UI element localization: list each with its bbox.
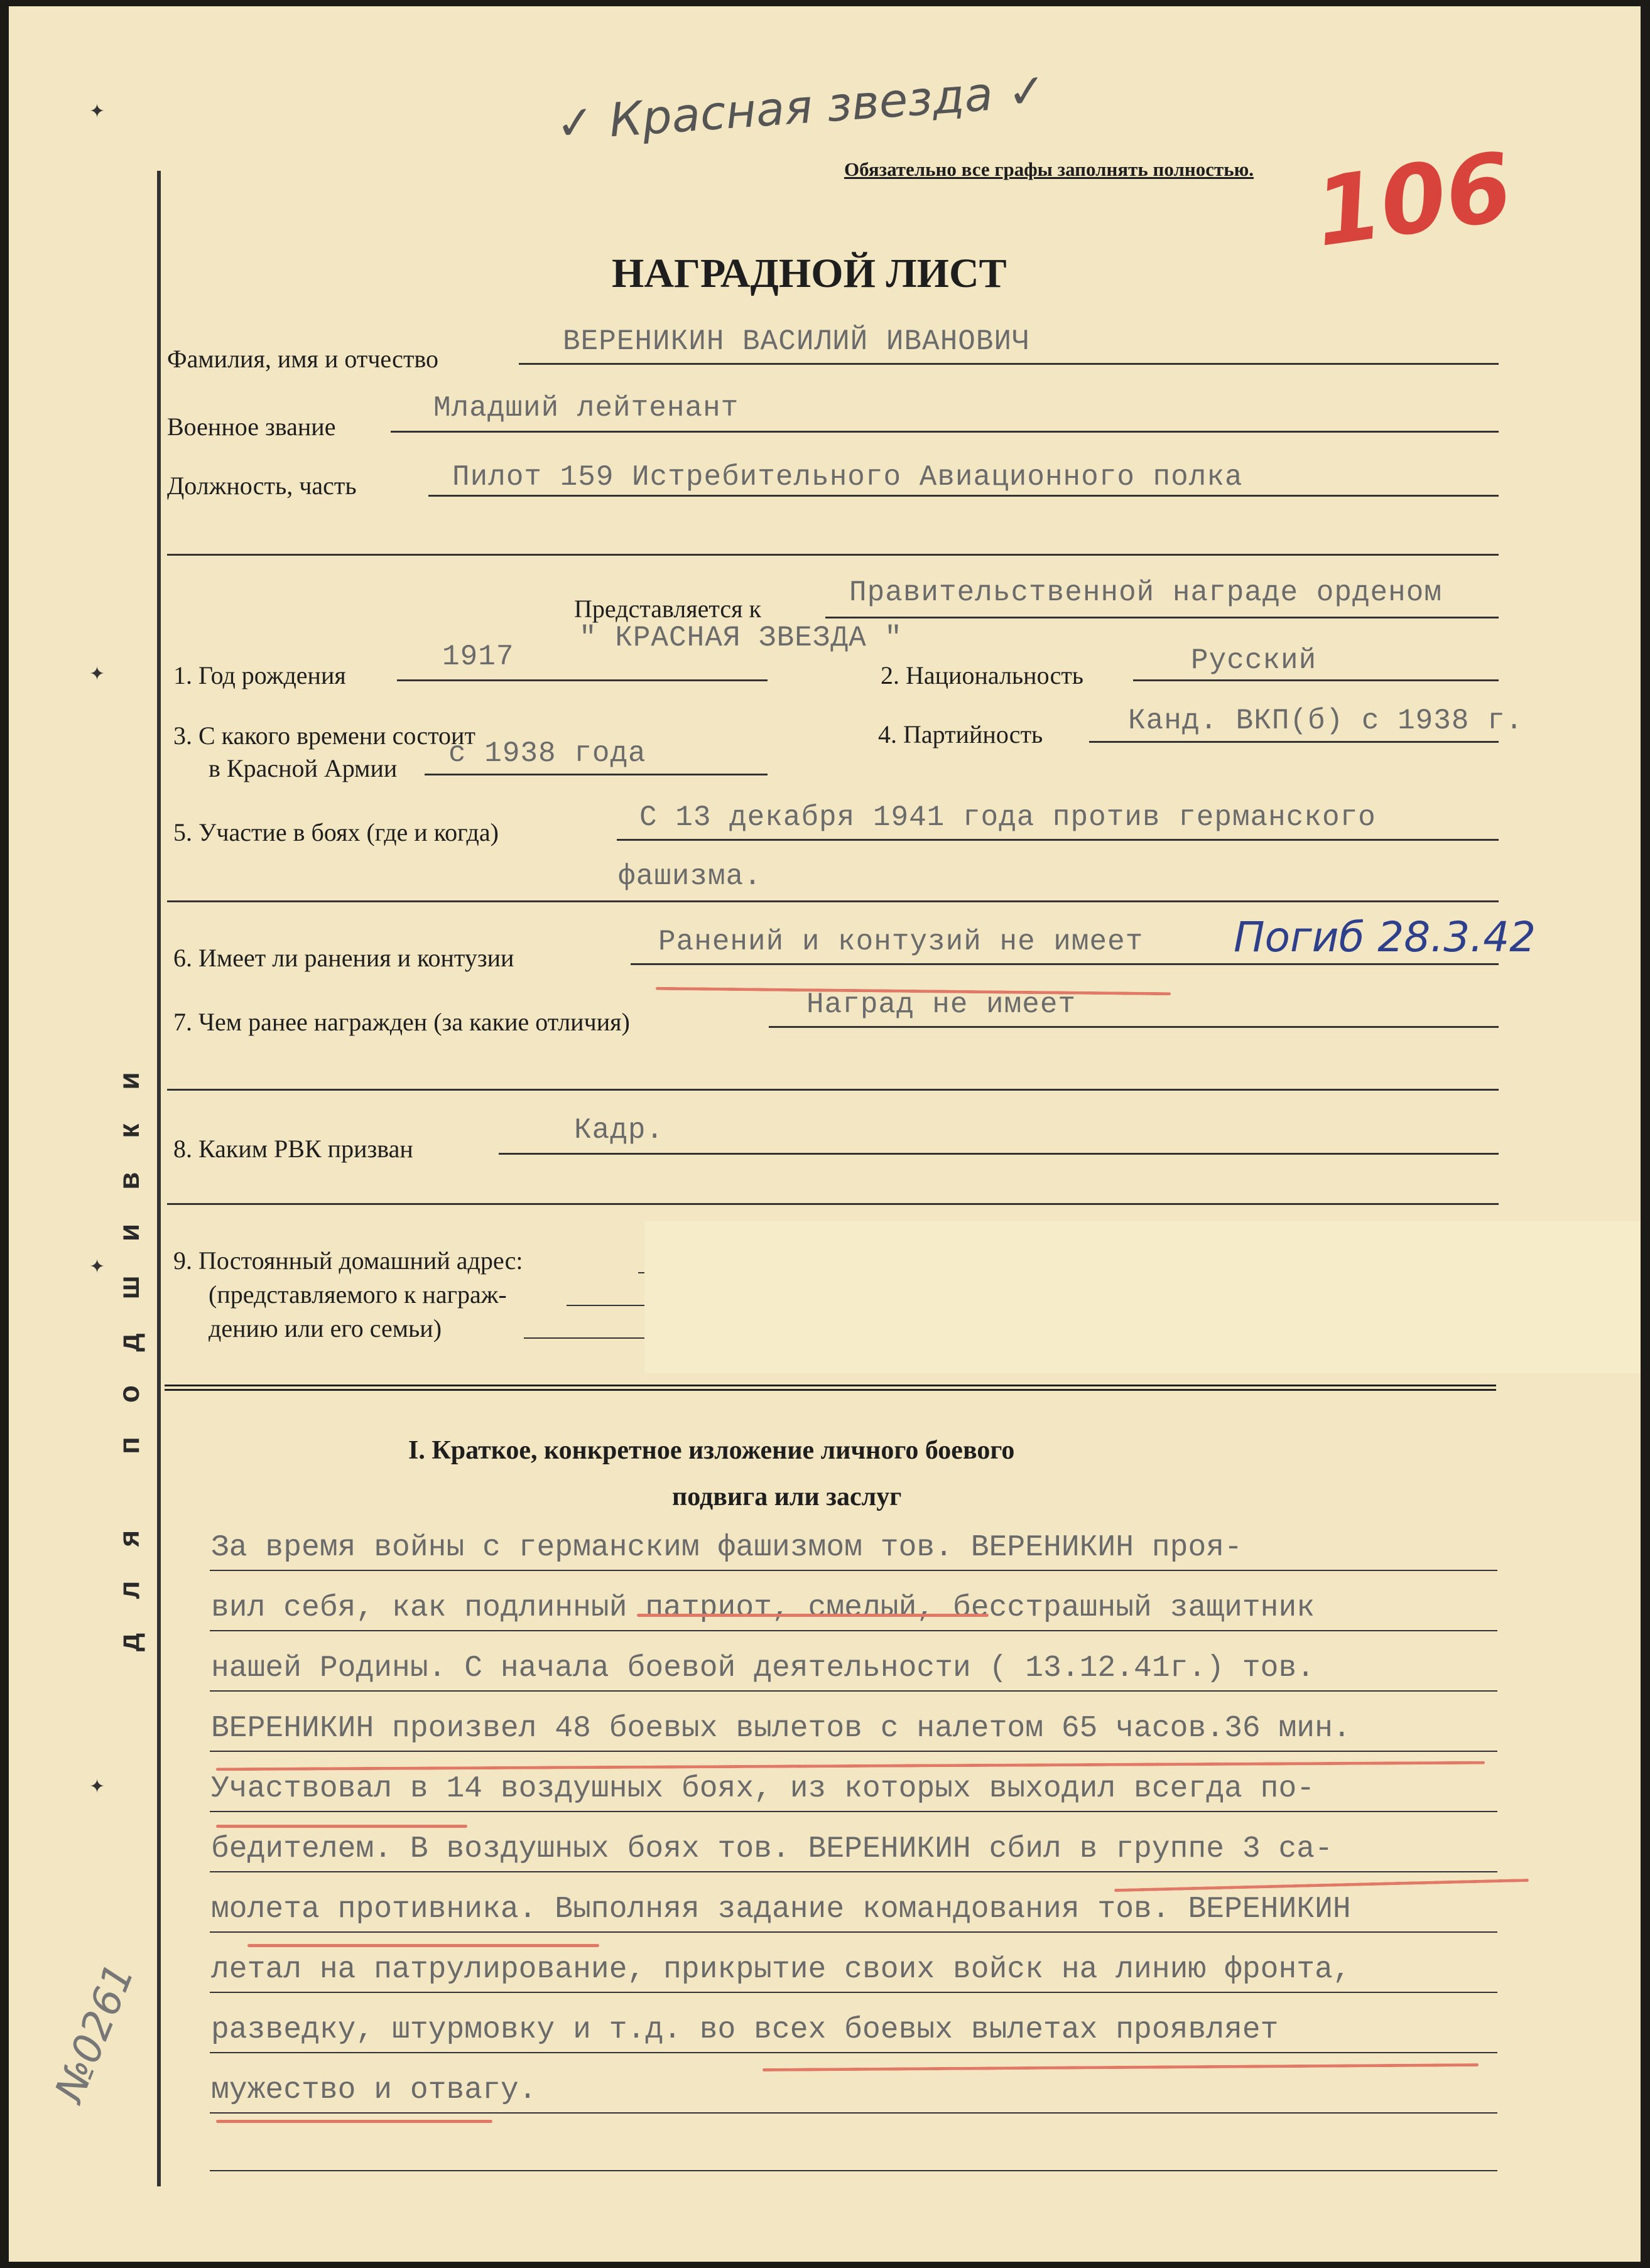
rvk-line <box>499 1153 1499 1155</box>
award-sheet <box>9 6 1641 2262</box>
margin-handwritten-number: №0261 <box>46 1957 144 2109</box>
narrative-line: ВЕРЕНИКИН произвел 48 боевых вылетов с налетом 65 часов.36 мин. <box>211 1712 1351 1746</box>
service-since-label-2: в Красной Армии <box>209 754 398 782</box>
position-value: Пилот 159 Истребительного Авиационного полка <box>452 461 1243 494</box>
narrative-rule <box>210 1992 1497 1993</box>
narrative-rule <box>210 2112 1497 2114</box>
narrative-rule <box>210 1690 1497 1692</box>
presented-value-2: " КРАСНАЯ ЗВЕЗДА " <box>579 622 903 654</box>
narrative-line: бедителем. В воздушных боях тов. ВЕРЕНИКИН сбил в группе 3 са- <box>211 1832 1333 1866</box>
handwritten-award-note: ✓ Красная звезда ✓ <box>553 63 1048 152</box>
rank-label: Военное звание <box>167 413 336 441</box>
rvk-line-2 <box>167 1203 1499 1205</box>
red-underline <box>247 1944 599 1947</box>
narrative-rule <box>210 1871 1497 1872</box>
awards-label: 7. Чем ранее награжден (за какие отличия) <box>173 1008 630 1036</box>
party-value: Канд. ВКП(б) с 1938 г. <box>1128 705 1524 737</box>
section-divider <box>165 1385 1496 1391</box>
margin-tick: ✦ <box>89 1776 106 1798</box>
wounds-line <box>631 963 1499 965</box>
address-label-1: 9. Постоянный домашний адрес: <box>173 1246 523 1275</box>
narrative-rule <box>210 1751 1497 1752</box>
party-line <box>1089 741 1499 743</box>
narrative-line: молета противника. Выполняя задание командования тов. ВЕРЕНИКИН <box>211 1893 1351 1926</box>
margin-binding-label: для подшивки <box>112 1038 145 1651</box>
rvk-value: Кадр. <box>574 1114 665 1147</box>
battles-line <box>617 839 1499 841</box>
battles-value-2: фашизма. <box>618 860 762 893</box>
birth-year-label: 1. Год рождения <box>173 661 346 689</box>
battles-label: 5. Участие в боях (где и когда) <box>173 818 499 846</box>
party-label: 4. Партийность <box>878 720 1043 748</box>
presented-value-1: Правительственной награде орденом <box>849 576 1442 609</box>
narrative-line: летал на патрулирование, прикрытие своих войск на линию фронта, <box>211 1953 1351 1987</box>
position-label: Должность, часть <box>167 472 357 500</box>
section-title-1: I. Краткое, конкретное изложение личного боевого <box>408 1436 1015 1465</box>
red-underline <box>637 1614 989 1617</box>
narrative-line: вил себя, как подлинный патриот, смелый, бесстрашный защитник <box>211 1591 1315 1625</box>
service-since-line <box>425 774 768 775</box>
fio-value: ВЕРЕНИКИН ВАСИЛИЙ ИВАНОВИЧ <box>563 325 1030 358</box>
margin-tick: ✦ <box>89 663 106 685</box>
position-line-2 <box>167 554 1499 556</box>
nationality-line <box>1133 679 1499 681</box>
nationality-value: Русский <box>1191 644 1317 677</box>
red-handwritten-number: 106 <box>1308 132 1519 268</box>
rvk-label: 8. Каким РВК призван <box>173 1135 413 1163</box>
margin-rule <box>157 171 161 2186</box>
narrative-rule <box>210 1570 1497 1571</box>
document-title: НАГРАДНОЙ ЛИСТ <box>612 251 1007 296</box>
narrative-line: разведку, штурмовку и т.д. во всех боевых вылетах проявляет <box>211 2013 1279 2047</box>
redacted-address-area <box>644 1221 1641 1373</box>
narrative-line: мужество и отвагу. <box>211 2073 537 2107</box>
address-line <box>567 1305 648 1306</box>
narrative-rule <box>210 1931 1497 1933</box>
margin-tick: ✦ <box>89 1256 106 1278</box>
presented-label: Представляется к <box>574 595 761 623</box>
narrative-rule <box>210 1630 1497 1631</box>
rank-value: Младший лейтенант <box>433 392 739 424</box>
address-label-2: (представляемого к награж- <box>209 1280 507 1309</box>
nationality-label: 2. Национальность <box>881 661 1084 689</box>
narrative-rule <box>210 2052 1497 2053</box>
awards-line <box>769 1026 1499 1028</box>
rank-line <box>391 431 1499 433</box>
battles-value-1: С 13 декабря 1941 года против германского <box>639 801 1376 834</box>
presented-line <box>825 617 1499 618</box>
address-label-3: дению или его семьи) <box>209 1314 442 1342</box>
wounds-value: Ранений и контузий не имеет <box>658 926 1144 958</box>
red-underline <box>216 1825 467 1828</box>
fio-line <box>519 363 1499 365</box>
red-underline <box>763 2063 1479 2071</box>
position-line <box>428 495 1499 497</box>
awards-line-2 <box>167 1089 1499 1091</box>
red-underline <box>216 2120 492 2123</box>
birth-year-value: 1917 <box>442 640 514 673</box>
birth-year-line <box>397 679 768 681</box>
narrative-rule <box>210 2170 1497 2171</box>
service-since-value: с 1938 года <box>448 737 646 770</box>
section-title-2: подвига или заслуг <box>672 1482 902 1511</box>
red-underline <box>216 1761 1485 1771</box>
margin-tick: ✦ <box>89 100 106 122</box>
fio-label: Фамилия, имя и отчество <box>167 345 439 373</box>
address-line <box>524 1337 649 1339</box>
wounds-label: 6. Имеет ли ранения и контузии <box>173 944 514 972</box>
narrative-rule <box>210 1811 1497 1812</box>
red-underline <box>1114 1879 1529 1892</box>
narrative-line: нашей Родины. С начала боевой деятельности ( 13.12.41г.) тов. <box>211 1651 1315 1685</box>
handwritten-died-note: Погиб 28.3.42 <box>1234 913 1536 961</box>
service-since-label-1: 3. С какого времени состоит <box>173 721 475 750</box>
battles-line-2 <box>167 900 1499 902</box>
fill-all-fields-notice: Обязательно все графы заполнять полностью. <box>844 158 1254 180</box>
narrative-line: Участвовал в 14 воздушных боях, из которых выходил всегда по- <box>211 1772 1315 1806</box>
awards-value: Наград не имеет <box>806 988 1077 1021</box>
narrative-line: За время войны с германским фашизмом тов. ВЕРЕНИКИН проя- <box>211 1531 1242 1565</box>
